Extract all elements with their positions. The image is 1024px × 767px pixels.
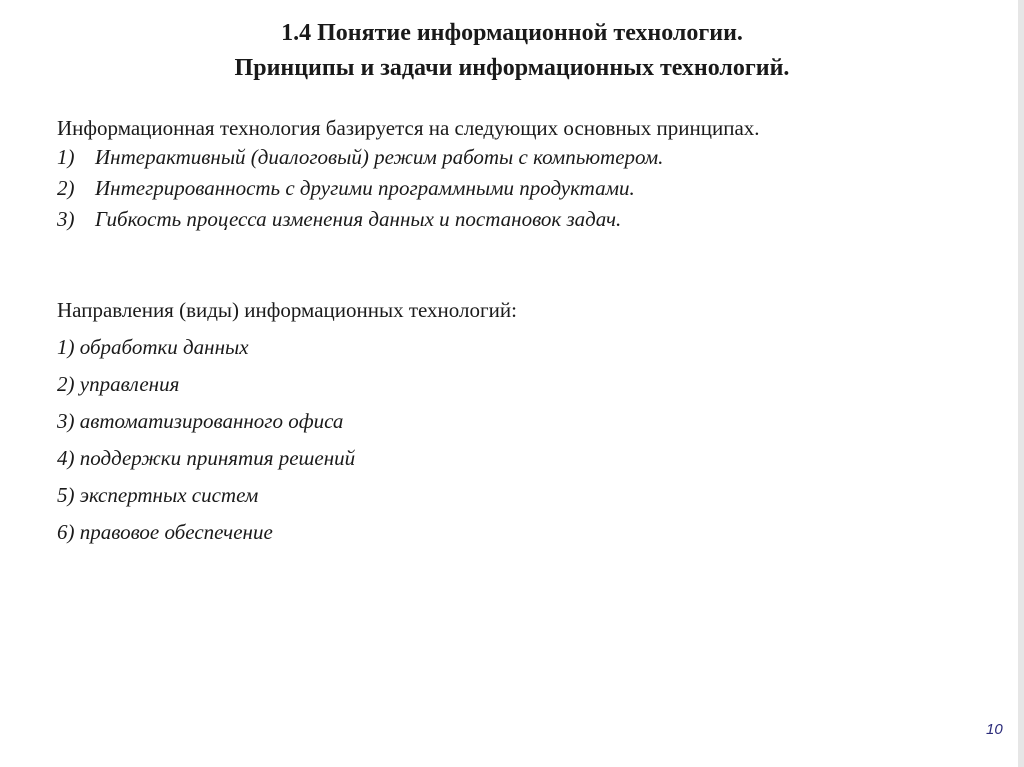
item-text: Интегрированность с другими программными продуктами. [95, 176, 635, 200]
slide-edge [1018, 0, 1024, 767]
item-number: 2) [57, 176, 75, 200]
direction-item: 4) поддержки принятия решений [57, 446, 356, 470]
title-line-2: Принципы и задачи информационных технологий. [234, 55, 790, 81]
page-number: 10 [986, 721, 1003, 738]
slide-title [0, 16, 1024, 86]
direction-item: 2) управления [57, 372, 180, 396]
item-number: 3) [57, 207, 75, 231]
direction-item: 1) обработки данных [57, 335, 249, 359]
principle-item [57, 207, 621, 232]
principle-item [57, 176, 635, 201]
principle-item [57, 145, 663, 170]
title-line-1: 1.4 Понятие информационной технологии. [281, 20, 743, 46]
item-text: Интерактивный (диалоговый) режим работы с компьютером. [95, 145, 664, 169]
direction-item: 5) экспертных систем [57, 483, 259, 507]
item-text: Гибкость процесса изменения данных и постановок задач. [95, 207, 622, 231]
direction-item: 6) правовое обеспечение [57, 520, 273, 544]
directions-intro: Направления (виды) информационных технологий: [57, 298, 517, 322]
principles-intro: Информационная технология базируется на следующих основных принципах. [57, 116, 760, 140]
item-number: 1) [57, 145, 75, 169]
direction-item: 3) автоматизированного офиса [57, 409, 344, 433]
